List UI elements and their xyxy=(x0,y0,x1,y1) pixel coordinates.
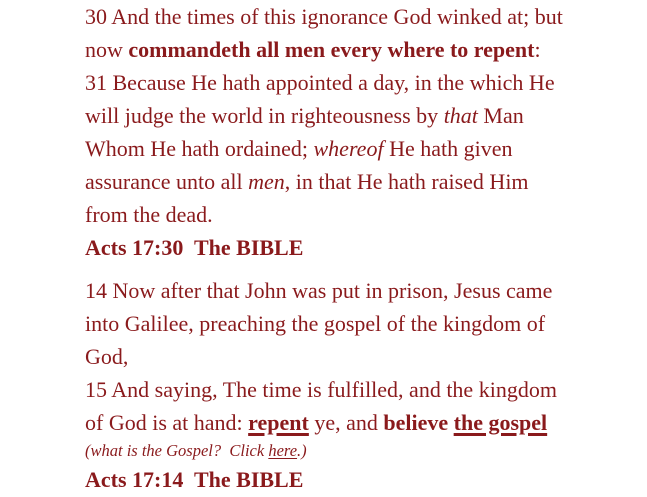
verse-text: will judge the world in righteousness by xyxy=(85,103,444,128)
verse-line xyxy=(85,340,641,373)
verse-line xyxy=(85,66,641,99)
bold-underline-the-gospel: the gospel xyxy=(453,410,548,435)
italic-word-men: men xyxy=(248,169,285,194)
passage-acts-17-30 xyxy=(85,0,641,264)
verse-line xyxy=(85,33,641,66)
verse-text: 14 Now after that John was put in prison, Jesus came xyxy=(85,278,553,303)
citation-acts-17-30: Acts 17:30 The BIBLE xyxy=(85,235,304,260)
bold-underline-repent: repent xyxy=(248,410,309,435)
verse-text: assurance unto all xyxy=(85,169,249,194)
verse-text: 30 And the times of this ignorance God winked at; but xyxy=(85,4,563,29)
citation-acts-17-14: Acts 17:14 The BIBLE xyxy=(85,467,304,492)
verse-text: now xyxy=(85,37,129,62)
verse-text: , in that He hath raised Him xyxy=(284,169,529,194)
verse-text: He hath given xyxy=(383,136,513,161)
italic-word-that: that xyxy=(443,103,478,128)
gospel-note xyxy=(85,439,641,463)
here-link[interactable]: here xyxy=(268,441,298,460)
verse-text: from the dead. xyxy=(85,202,213,227)
verse-line xyxy=(85,373,641,406)
verse-line xyxy=(85,198,641,231)
verse-line xyxy=(85,0,641,33)
verse-text: : xyxy=(534,37,541,62)
verse-line xyxy=(85,165,641,198)
note-text: .) xyxy=(297,441,307,460)
verse-text: Man xyxy=(477,103,524,128)
verse-line xyxy=(85,307,641,340)
note-text: (what is the Gospel? Click xyxy=(85,441,269,460)
verse-text: 31 Because He hath appointed a day, in the which He xyxy=(85,70,555,95)
verse-line xyxy=(85,406,641,439)
bold-phrase-repent-command: commandeth all men every where to repent xyxy=(128,37,535,62)
verse-text: Whom He hath ordained; xyxy=(85,136,314,161)
verse-line xyxy=(85,132,641,165)
verse-line xyxy=(85,274,641,307)
italic-word-whereof: whereof xyxy=(313,136,384,161)
verse-text: ye, and xyxy=(308,410,384,435)
passage-mark-1-14 xyxy=(85,274,641,496)
verse-text: God, xyxy=(85,344,129,369)
verse-text: into Galilee, preaching the gospel of the kingdom of xyxy=(85,311,546,336)
bold-word-believe: believe xyxy=(383,410,454,435)
verse-line xyxy=(85,99,641,132)
verse-text: 15 And saying, The time is fulfilled, and the kingdom xyxy=(85,377,557,402)
verse-text: of God is at hand: xyxy=(85,410,249,435)
